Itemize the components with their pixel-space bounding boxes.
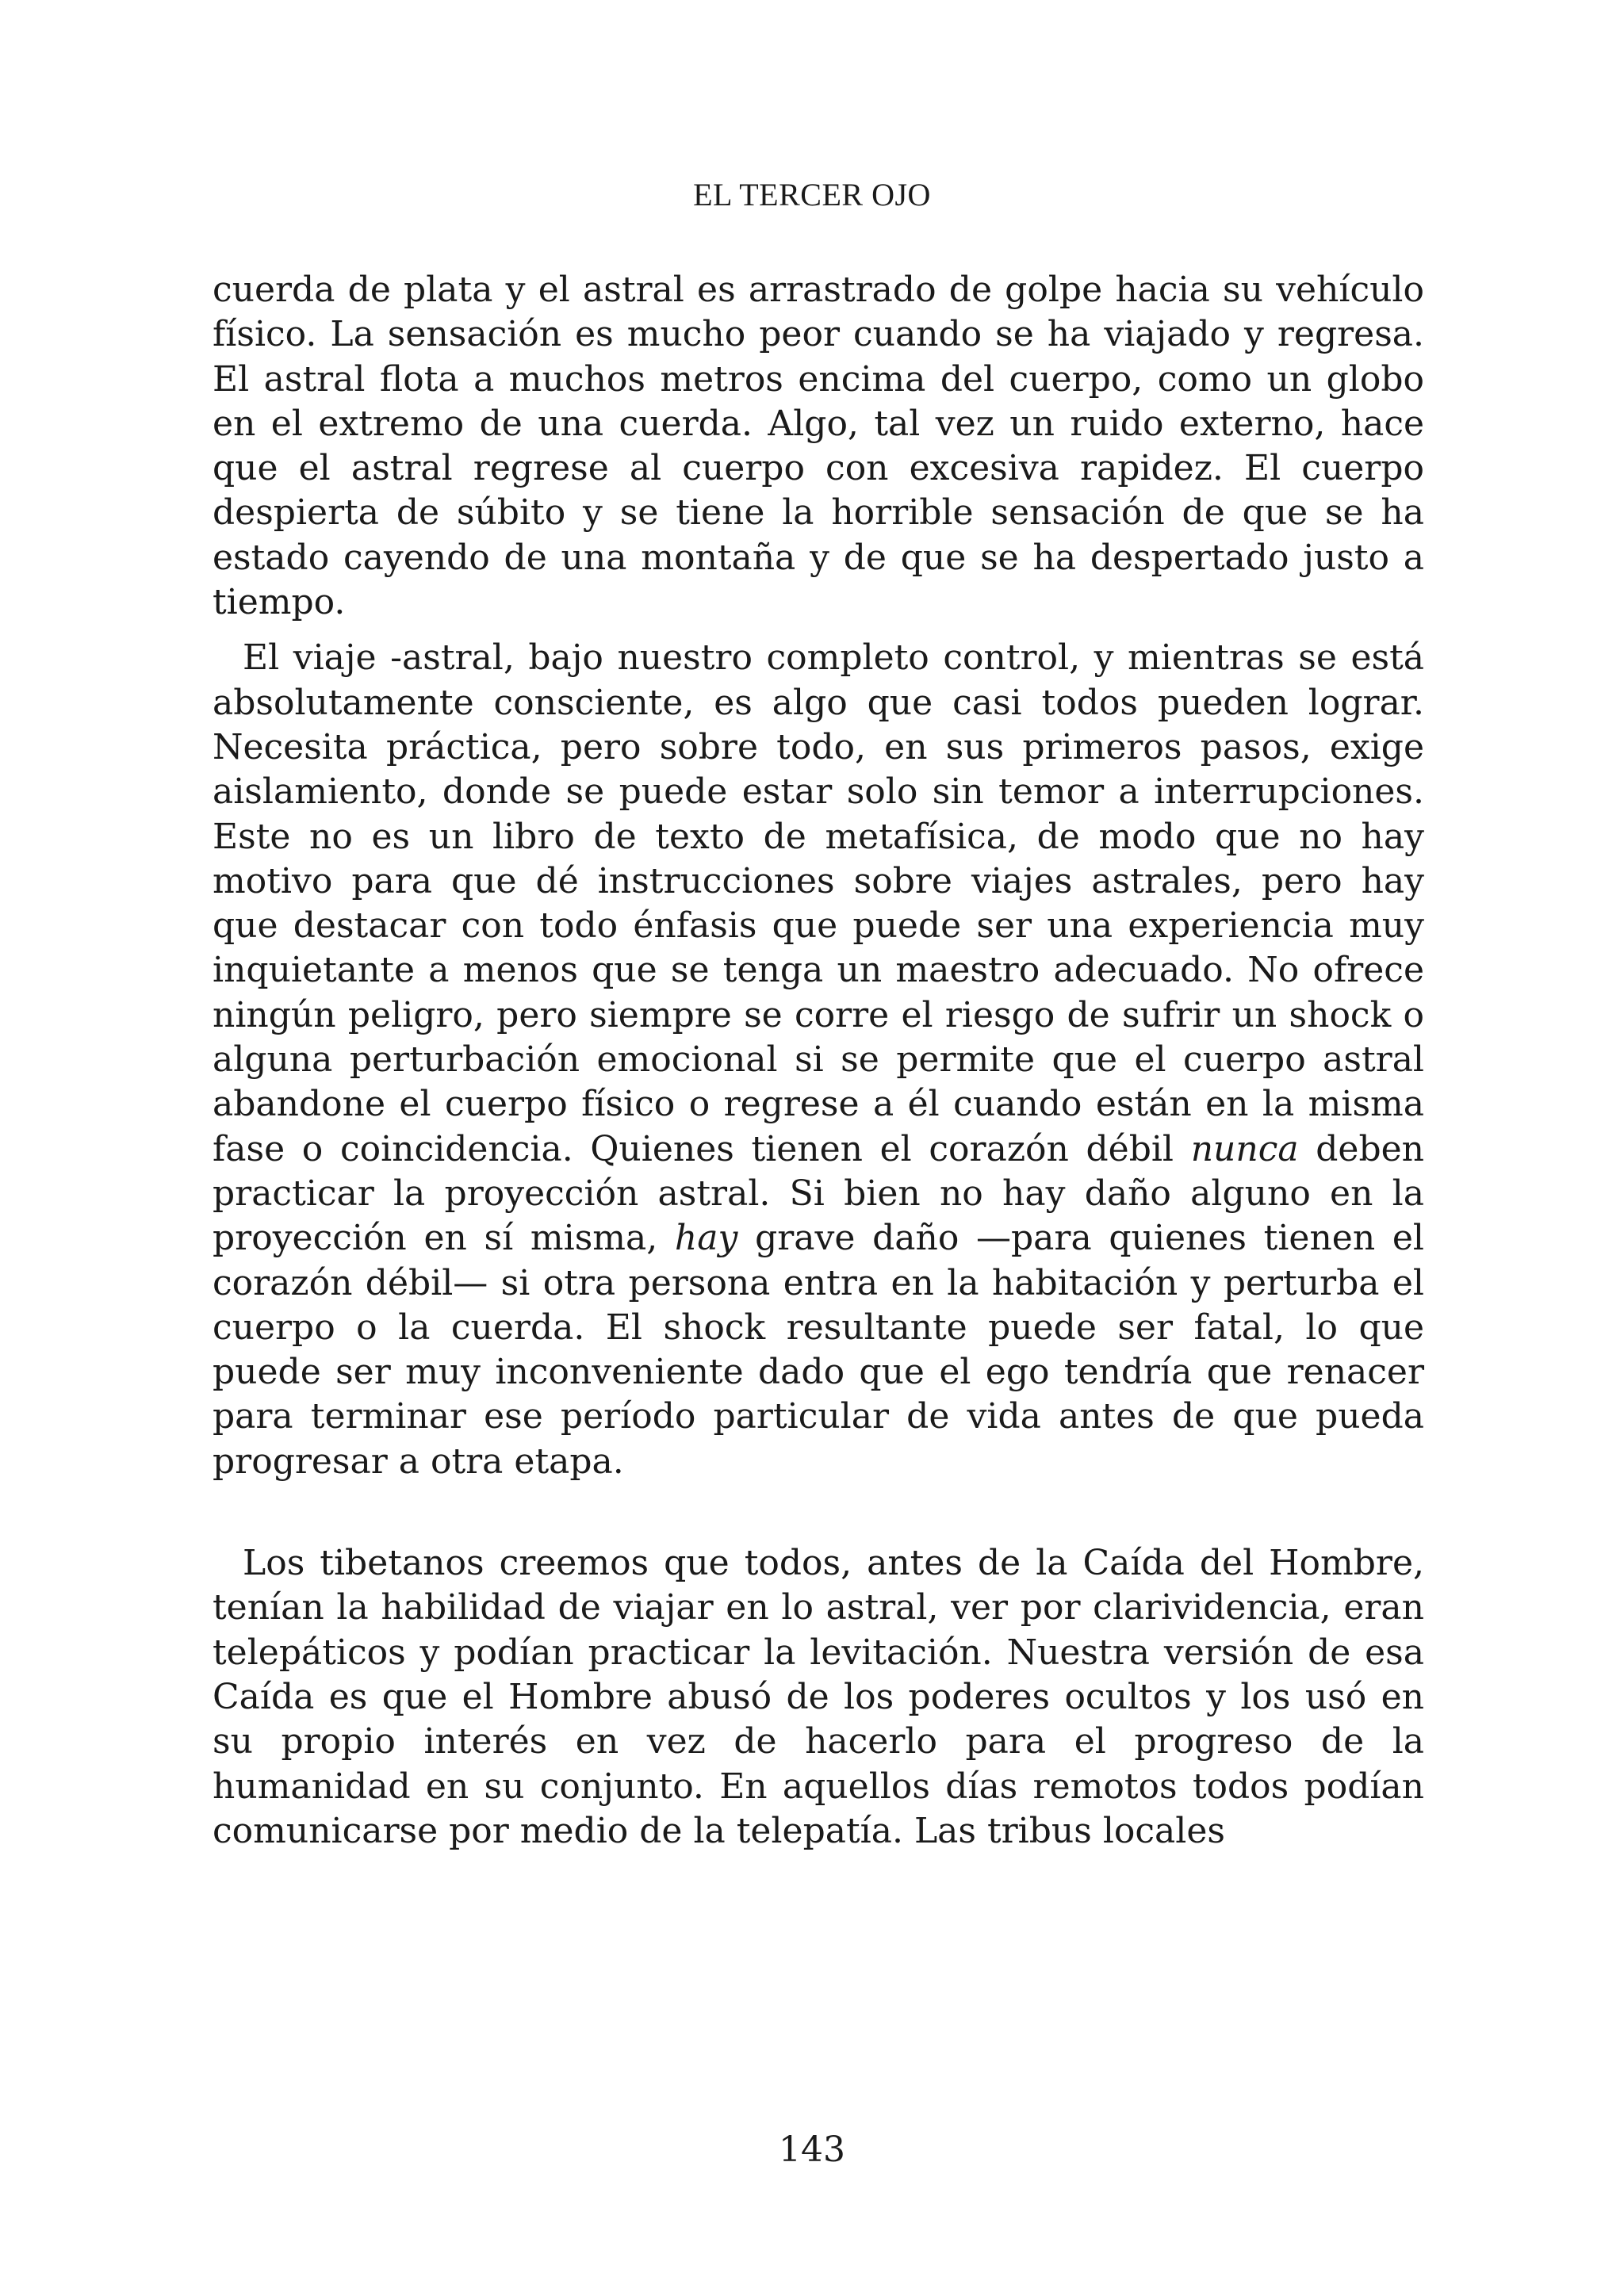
body-text: [213, 268, 1424, 1854]
paragraph-3: Los tibetanos creemos que todos, antes de la Caída del Hombre, tenían la habilidad de viajar en lo astral, ver por clarividencia, eran telepáticos y podían practicar la levitación. Nuestra versión de esa Caída es que el Hombre abusó de los poderes ocultos y los usó en su propio interés en vez de hacerlo para el progreso de la humanidad en su conjunto. En aquellos días remotos todos podían comunicarse por medio de la telepatía. Las tribus locales: [213, 1543, 1424, 1851]
paragraph-2-part-1: El viaje -astral, bajo nuestro completo control, y mientras se está absolutamente consciente, es algo que casi todos pueden lograr. Necesita práctica, pero sobre todo, en sus primeros pasos, exige aislamiento, donde se puede estar solo sin temor a interrupciones. Este no es un libro de texto de metafísica, de modo que no hay motivo para que dé instrucciones sobre viajes astrales, pero hay que destacar con todo énfasis que puede ser una experiencia muy inquietante a menos que se tenga un maestro adecuado. No ofrece ningún peligro, pero siempre se corre el riesgo de sufrir un shock o alguna perturbación emocional si se permite que el cuerpo astral abandone el cuerpo físico o regrese a él cuando están en la misma fase o coincidencia. Quienes tienen el corazón débil: [213, 637, 1424, 1169]
running-head-title: EL TERCER OJO: [693, 177, 931, 212]
paragraph-2-part-3: grave daño —para quienes tienen el corazón débil— si otra persona entra en la habitación y perturba el cuerpo o la cuerda. El shock resultante puede ser fatal, lo que puede ser muy inconveniente dado que el ego tendría que renacer para terminar ese período particular de vida antes de que pueda progresar a otra etapa.: [213, 1218, 1424, 1482]
page-number: 143: [779, 2130, 845, 2170]
paragraph-2-part-2: deben practicar la proyección astral. Si bien no hay daño alguno en la proyección en sí misma,: [213, 1128, 1424, 1259]
emphasis-hay: hay: [674, 1218, 738, 1259]
paragraph-1: cuerda de plata y el astral es arrastrado de golpe hacia su vehículo físico. La sensación es mucho peor cuando se ha viajado y regresa. El astral flota a muchos metros encima del cuerpo, como un globo en el extremo de una cuerda. Algo, tal vez un ruido externo, hace que el astral regrese al cuerpo con excesiva rapidez. El cuerpo despierta de súbito y se tiene la horrible sensación de que se ha estado cayendo de una montaña y de que se ha despertado justo a tiempo.: [213, 270, 1424, 623]
paragraph-2: [213, 636, 1424, 1484]
emphasis-nunca: nunca: [1190, 1128, 1299, 1169]
